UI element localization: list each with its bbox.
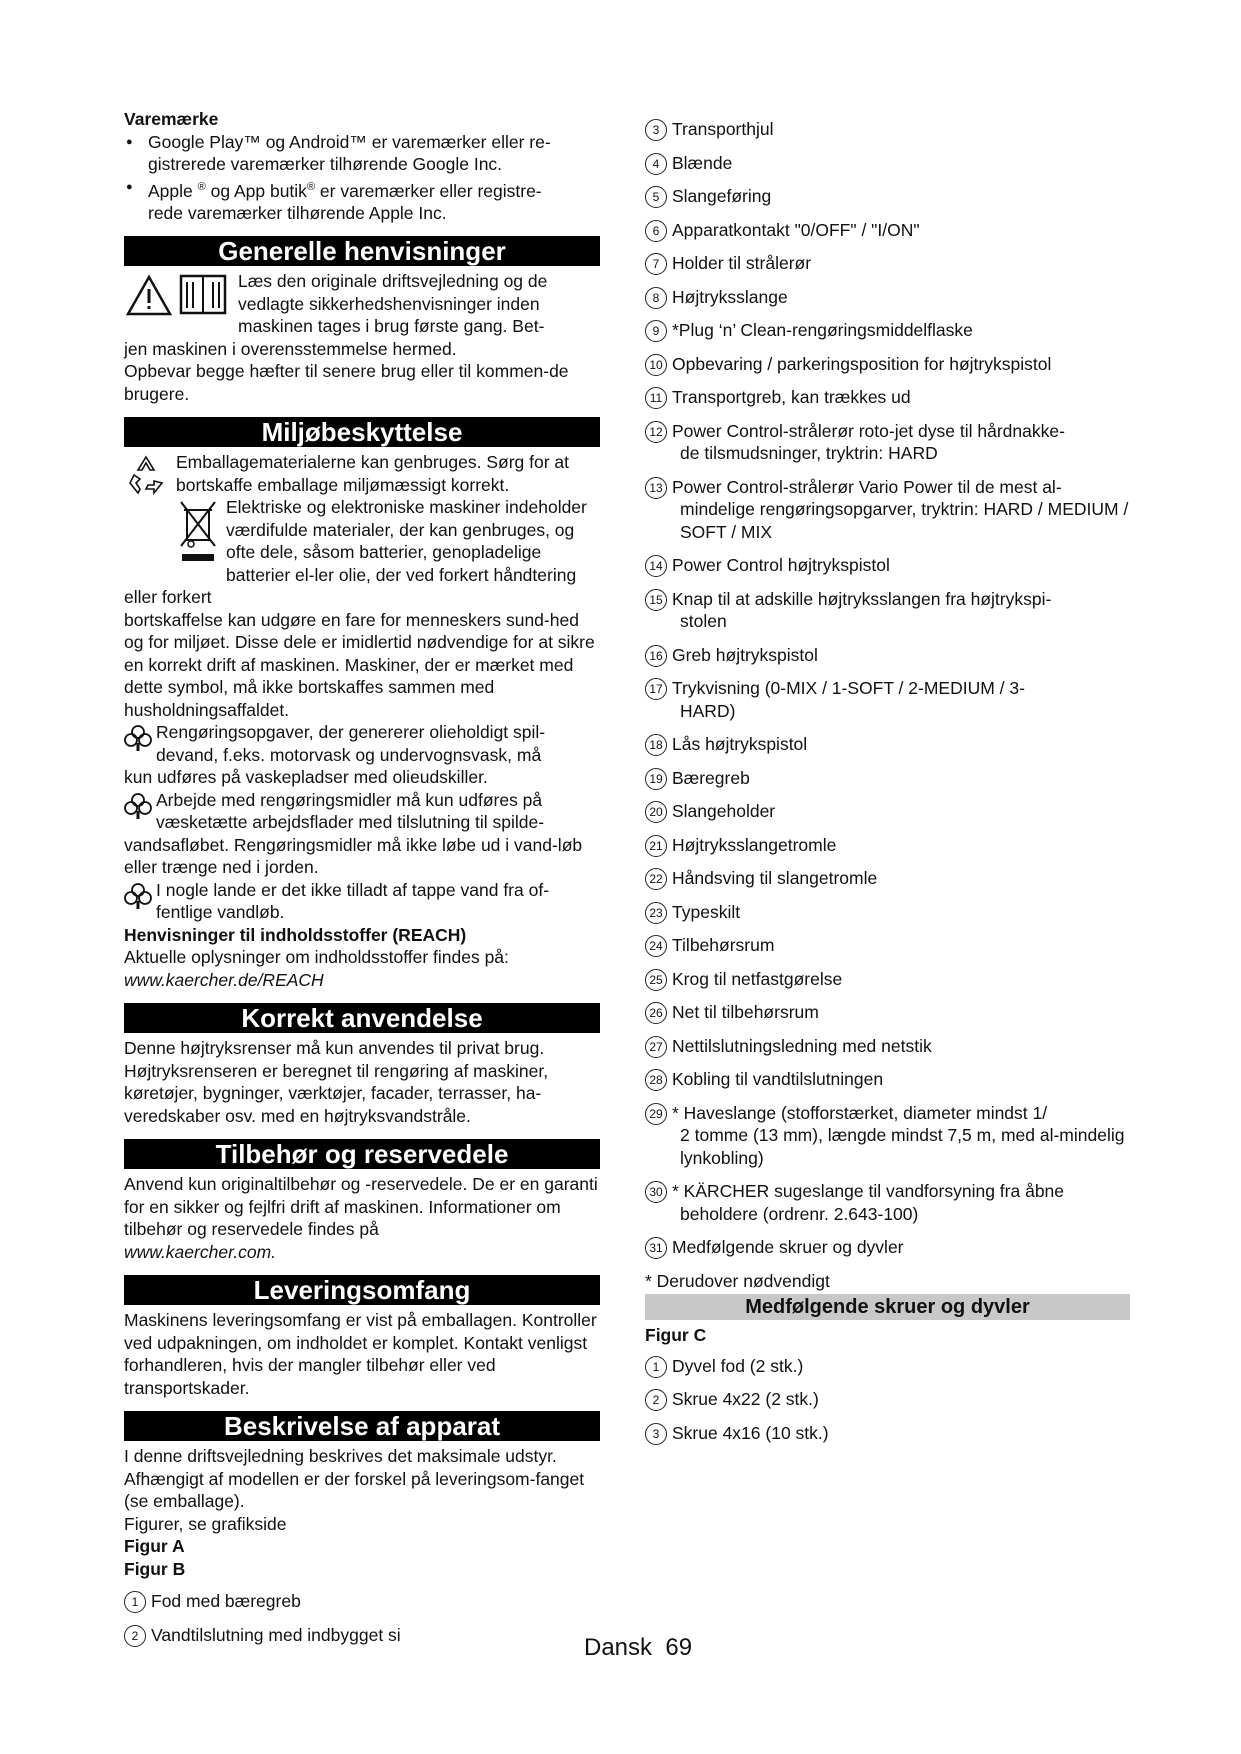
footnote: * Derudover nødvendigt [645, 1270, 830, 1291]
list-item [645, 252, 1130, 275]
accessories-link[interactable]: www.kaercher.com. [124, 1241, 277, 1262]
list-item [645, 118, 1130, 141]
item-number: 10 [645, 354, 667, 376]
item-text: Lås højtrykspistol [672, 734, 808, 754]
item-text: Greb højtrykspistol [672, 644, 818, 665]
section-delivery-title: Leveringsomfang [124, 1275, 600, 1305]
list-item [645, 353, 1130, 376]
description-fig-text: Figurer, se grafikside [124, 1513, 287, 1534]
list-item [645, 644, 1130, 667]
item-number: 14 [645, 555, 667, 577]
item-number: 17 [645, 678, 667, 700]
list-item [645, 152, 1130, 175]
item-text: Knap til at adskille højtryksslangen fra højtrykspi- [672, 588, 1052, 609]
item-number: 24 [645, 935, 667, 957]
item-number: 18 [645, 734, 667, 756]
item-text: Bæregreb [672, 767, 750, 788]
section-env-title: Miljøbeskyttelse [124, 417, 600, 447]
item-number: 11 [645, 387, 667, 409]
list-item [645, 867, 1130, 890]
item-text: Medfølgende skruer og dyvler [672, 1237, 904, 1257]
env-p5: I nogle lande er det ikke tilladt af tappe vand fra of-fentlige vandløb. [156, 879, 550, 923]
section-accessories-title: Tilbehør og reservedele [124, 1139, 600, 1169]
item-number: 31 [645, 1237, 667, 1259]
item-number: 5 [645, 186, 667, 208]
list-item [645, 901, 1130, 924]
item-text: Blænde [672, 152, 733, 173]
reach-heading: Henvisninger til indholdsstoffer (REACH) [124, 924, 467, 945]
list-item [645, 1355, 1130, 1378]
item-number: 29 [645, 1103, 667, 1125]
item-text: Net til tilbehørsrum [672, 1002, 819, 1022]
item-text-continued: de tilsmudsninger, tryktrin: HARD [680, 443, 938, 463]
item-text: Tilbehørsrum [672, 935, 775, 955]
recycling-icon [124, 453, 168, 502]
list-item [645, 1102, 1130, 1170]
list-item [645, 677, 1130, 722]
list-item [645, 1180, 1130, 1225]
item-text: Højtryksslangetromle [672, 834, 837, 855]
item-text: Power Control højtrykspistol [672, 555, 890, 575]
item-number: 27 [645, 1036, 667, 1058]
item-number: 28 [645, 1069, 667, 1091]
list-item [124, 1624, 600, 1647]
list-item [645, 185, 1130, 208]
item-number: 3 [645, 119, 667, 141]
trademark-heading: Varemærke [124, 109, 219, 129]
env-p4b: vandsafløbet. Rengøringsmidler må ikke løbe ud i vand-løb eller trænge ned i jorden. [124, 834, 583, 878]
item-number: 2 [645, 1389, 667, 1411]
list-item [645, 1068, 1130, 1091]
item-number: 2 [124, 1625, 146, 1647]
item-text-continued: stolen [680, 611, 727, 631]
list-item [645, 476, 1130, 544]
item-text-continued: 2 tomme (13 mm), længde mindst 7,5 m, med al-mindelig lynkobling) [680, 1125, 1125, 1168]
description-text: I denne driftsvejledning beskrives det maksimale udstyr. Afhængigt af modellen er der forskel på leveringsom-fanget (se emballage). [124, 1446, 585, 1512]
footer-language: Dansk [584, 1634, 653, 1661]
general-block [124, 270, 600, 405]
item-text: Slangeføring [672, 186, 772, 206]
item-number: 6 [645, 220, 667, 242]
screws-title: Medfølgende skruer og dyvler [645, 1294, 1130, 1320]
delivery-text: Maskinens leveringsomfang er vist på emballagen. Kontroller ved udpakningen, om indholdet er komplet. Kontakt venligst forhandleren, hvis der mangler tilbehør eller ved transportskader. [124, 1310, 597, 1398]
item-number: 30 [645, 1181, 667, 1203]
manual-book-icon [178, 272, 228, 321]
item-number: 1 [645, 1356, 667, 1378]
usage-text: Denne højtryksrenser må kun anvendes til privat brug. Højtryksrenseren er beregnet til rengøring af maskiner, køretøjer, bygninger, værktøjer, facader, terrasser, ha-veredskaber osv. med en højtryksvandstråle. [124, 1038, 549, 1126]
item-text: Nettilslutningsledning med netstik [672, 1035, 932, 1056]
left-column [124, 108, 600, 1657]
env-p2b: bortskaffelse kan udgøre en fare for menneskers sund-hed og for miljøet. Disse dele er imidlertid nødvendige for at sikre en korrekt drift af maskinen. Maskiner, der er mærket med dette symbol, må ikke bortskaffes sammen med husholdningsaffaldet. [124, 609, 595, 720]
env-p4a: Arbejde med rengøringsmidler må kun udføres på væsketætte arbejdsflader med tilslutning til spilde- [156, 789, 545, 833]
item-number: 13 [645, 477, 667, 499]
item-text: Power Control-strålerør roto-jet dyse til hårdnakke- [672, 420, 1065, 441]
item-number: 22 [645, 868, 667, 890]
item-text: Fod med bæregreb [151, 1591, 301, 1612]
env-p1: Emballagematerialerne kan genbruges. Sørg for at bortskaffe emballage miljømæssigt korrekt. [176, 452, 569, 495]
oil-drop-icon [124, 881, 152, 916]
item-text: Dyvel fod (2 stk.) [672, 1355, 804, 1376]
general-cont: jen maskinen i overensstemmelse hermed. [124, 338, 457, 359]
general-p2: Opbevar begge hæfter til senere brug eller til kommen-de brugere. [124, 361, 569, 404]
figure-b-label: Figur B [124, 1558, 186, 1579]
item-number: 25 [645, 969, 667, 991]
item-text: Skrue 4x22 (2 stk.) [672, 1389, 819, 1409]
general-lead: Læs den originale driftsvejledning og de vedlagte sikkerhedshenvisninger inden maskinen tages i brug første gang. Bet- [238, 271, 548, 337]
list-item [645, 968, 1130, 991]
list-item [645, 554, 1130, 577]
item-text: Højtryksslange [672, 286, 788, 307]
section-usage-title: Korrekt anvendelse [124, 1003, 600, 1033]
item-text-continued: HARD) [680, 700, 736, 721]
item-number: 16 [645, 645, 667, 667]
item-text-continued: mindelige rengøringsopgarver, tryktrin: HARD / MEDIUM / SOFT / MIX [680, 499, 1129, 542]
item-text: Håndsving til slangetromle [672, 868, 878, 888]
item-number: 9 [645, 320, 667, 342]
list-item [645, 420, 1130, 465]
item-text: * Haveslange (stofforstærket, diameter mindst 1/ [672, 1102, 1048, 1123]
item-text: * KÄRCHER sugeslange til vandforsyning fra åbne [672, 1181, 1065, 1201]
env-p3b: kun udføres på vaskepladser med olieudskiller. [124, 767, 488, 788]
oil-drop-icon [124, 723, 152, 758]
accessories-text: Anvend kun originaltilbehør og -reservedele. De er en garanti for en sikker og fejlfri drift af maskinen. Informationer om tilbehør og reservedele findes på [124, 1174, 598, 1240]
oil-drop-icon [124, 791, 152, 826]
list-item [645, 767, 1130, 790]
item-text: Holder til strålerør [672, 253, 812, 273]
list-item [645, 834, 1130, 857]
list-item [645, 319, 1130, 342]
trademark-bullet-2: ● Apple ® og App butik® er varemærker eller registre- rede varemærker tilhørende Apple Inc. [124, 176, 600, 225]
list-item [645, 800, 1130, 823]
trademark-bullet-1: ● Google Play™ og Android™ er varemærker eller re- gistrerede varemærker tilhørende Google Inc. [124, 131, 600, 176]
item-text: Typeskilt [672, 901, 741, 922]
list-item [645, 286, 1130, 309]
item-text: Opbevaring / parkeringsposition for højtrykspistol [672, 353, 1052, 374]
item-text: Vandtilslutning med indbygget si [151, 1624, 401, 1645]
item-number: 4 [645, 153, 667, 175]
item-number: 7 [645, 253, 667, 275]
screws-list [645, 1355, 1130, 1445]
list-item [645, 934, 1130, 957]
env-p3a: Rengøringsopgaver, der genererer olieholdigt spil-devand, f.eks. motorvask og undervognsvask, må [156, 722, 546, 765]
page-footer [584, 1634, 692, 1662]
list-item [645, 386, 1130, 409]
item-number: 8 [645, 287, 667, 309]
list-item [645, 733, 1130, 756]
figure-c-label: Figur C [645, 1325, 707, 1345]
parts-list [645, 118, 1130, 1259]
item-text-continued: beholdere (ordrenr. 2.643-100) [680, 1203, 919, 1224]
list-item [124, 1590, 600, 1613]
item-text: Apparatkontakt "0/OFF" / "I/ON" [672, 219, 920, 240]
item-text: Skrue 4x16 (10 stk.) [672, 1422, 829, 1443]
reach-text: Aktuelle oplysninger om indholdsstoffer findes på: [124, 947, 509, 968]
item-text: *Plug ‘n’ Clean-rengøringsmiddelflaske [672, 320, 973, 340]
figure-a-label: Figur A [124, 1536, 185, 1557]
right-column [645, 118, 1130, 1455]
item-number: 26 [645, 1002, 667, 1024]
list-item [645, 1422, 1130, 1445]
item-number: 3 [645, 1423, 667, 1445]
item-number: 1 [124, 1591, 146, 1613]
section-description-title: Beskrivelse af apparat [124, 1411, 600, 1441]
list-item [645, 1035, 1130, 1058]
list-item [645, 1001, 1130, 1024]
item-number: 21 [645, 835, 667, 857]
env-p2a: Elektriske og elektroniske maskiner indeholder værdifulde materialer, der kan genbruges, og ofte dele, såsom batterier, genopladelige batterier el-ler olie, der ved forkert håndtering eller forkert [124, 497, 587, 608]
list-item [645, 1236, 1130, 1259]
crossed-bin-icon [178, 498, 218, 569]
item-text: Trykvisning (0-MIX / 1-SOFT / 2-MEDIUM / 3- [672, 678, 1025, 698]
item-text: Krog til netfastgørelse [672, 968, 843, 989]
list-item [645, 219, 1130, 242]
item-number: 19 [645, 768, 667, 790]
list-item [645, 588, 1130, 633]
section-general-title: Generelle henvisninger [124, 236, 600, 266]
item-text: Power Control-strålerør Vario Power til de mest al- [672, 476, 1062, 497]
page-number: 69 [665, 1634, 693, 1661]
warning-icon [126, 274, 172, 321]
item-text: Transportgreb, kan trækkes ud [672, 387, 911, 407]
item-text: Kobling til vandtilslutningen [672, 1069, 884, 1089]
list-item [645, 1388, 1130, 1411]
item-text: Transporthjul [672, 119, 774, 139]
item-number: 23 [645, 902, 667, 924]
item-number: 12 [645, 421, 667, 443]
reach-link[interactable]: www.kaercher.de/REACH [124, 969, 324, 990]
item-text: Slangeholder [672, 801, 776, 821]
item-number: 20 [645, 801, 667, 823]
item-number: 15 [645, 589, 667, 611]
